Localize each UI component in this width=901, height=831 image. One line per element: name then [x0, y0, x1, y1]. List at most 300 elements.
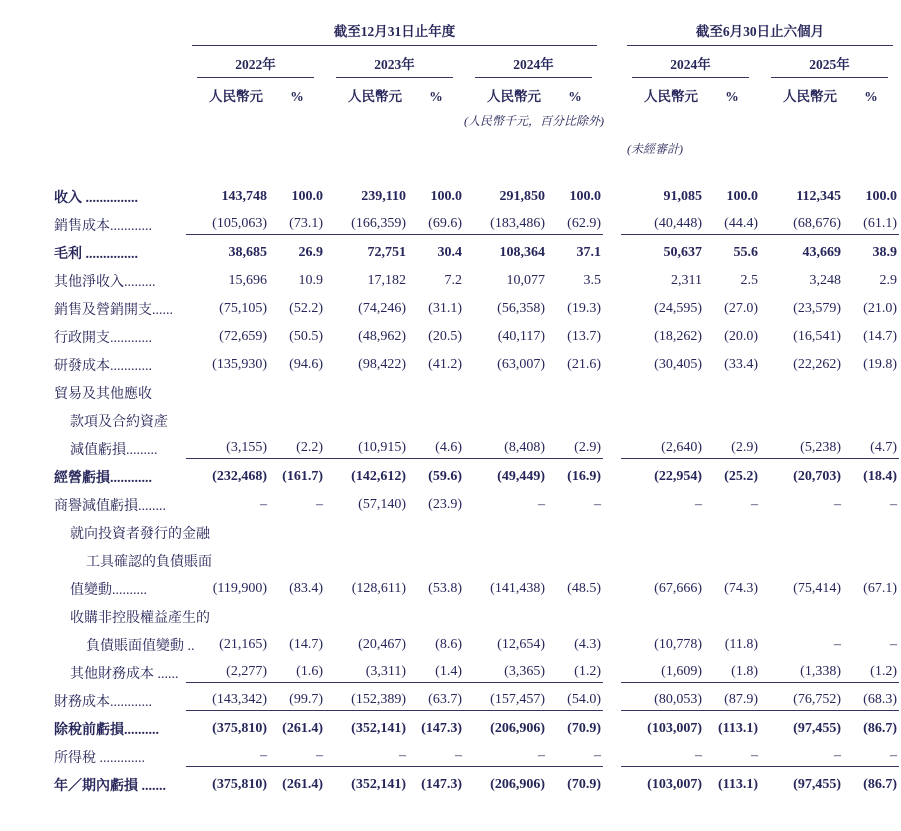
- value-cell: (3,365): [464, 655, 547, 683]
- column-spacer: [603, 263, 621, 291]
- percent-cell: (50.5): [289, 329, 323, 344]
- column-spacer: [603, 108, 621, 129]
- value-cell: (103,007): [647, 777, 702, 792]
- column-spacer: [603, 515, 621, 543]
- percent-cell: (113.1): [717, 721, 758, 736]
- table-row: [54, 263, 899, 291]
- percent-cell: 2.9: [879, 273, 897, 288]
- value-cell: [325, 403, 408, 431]
- row-label: 毛利 ...............: [54, 247, 138, 262]
- row-label: 款項及合約資產: [70, 415, 168, 430]
- table-row: [54, 157, 899, 207]
- value-cell: [621, 375, 704, 403]
- column-spacer: [603, 375, 621, 403]
- percent-cell: 7.2: [444, 273, 462, 288]
- units-note: (人民幣千元，百分比除外): [464, 114, 604, 128]
- percent-cell: (68.3): [843, 683, 899, 711]
- percent-cell: (70.9): [567, 777, 601, 792]
- column-spacer: [603, 459, 621, 487]
- percent-cell: (54.0): [547, 683, 603, 711]
- value-cell: [464, 375, 547, 403]
- percent-cell: [843, 599, 899, 627]
- percent-cell: (67.1): [863, 581, 897, 596]
- percent-cell: [704, 515, 760, 543]
- value-cell: 108,364: [499, 245, 545, 260]
- percent-cell: [269, 375, 325, 403]
- value-cell: 91,085: [663, 189, 702, 204]
- value-cell: (105,063): [186, 207, 269, 235]
- column-spacer: [603, 599, 621, 627]
- value-cell: [621, 403, 704, 431]
- percent-cell: (99.7): [269, 683, 325, 711]
- label-column-header: [54, 12, 186, 46]
- value-cell: (143,342): [186, 683, 269, 711]
- value-cell: (232,468): [212, 469, 267, 484]
- year-header-2025-interim: 2025年: [760, 46, 899, 78]
- value-cell: –: [695, 497, 702, 512]
- value-cell: [621, 543, 704, 571]
- percent-cell: (33.4): [724, 357, 758, 372]
- percent-cell: 55.6: [733, 245, 758, 260]
- percent-cell: –: [408, 739, 464, 767]
- year-header-row: [54, 46, 899, 78]
- table-row: [54, 319, 899, 347]
- percent-cell: –: [843, 739, 899, 767]
- period-header-annual: [186, 12, 603, 46]
- percent-cell: (20.0): [724, 329, 758, 344]
- percent-cell: (70.9): [567, 721, 601, 736]
- table-row: [54, 431, 899, 459]
- table-row: [54, 487, 899, 515]
- percent-cell: [843, 515, 899, 543]
- percent-cell: 100.0: [291, 189, 323, 204]
- percent-cell: (23.9): [428, 497, 462, 512]
- percent-cell: (2.9): [704, 431, 760, 459]
- value-cell: (21,165): [219, 637, 267, 652]
- percent-cell: (2.9): [547, 431, 603, 459]
- value-cell: (63,007): [497, 357, 545, 372]
- value-cell: (40,117): [497, 329, 545, 344]
- value-cell: (18,262): [654, 329, 702, 344]
- value-cell: (375,810): [212, 721, 267, 736]
- value-cell: (119,900): [212, 581, 267, 596]
- value-cell: (49,449): [497, 469, 545, 484]
- percent-cell: –: [316, 497, 323, 512]
- value-cell: (352,141): [351, 777, 406, 792]
- percent-cell: (4.6): [408, 431, 464, 459]
- year-header-2024-interim: 2024年: [621, 46, 760, 78]
- percent-cell: (1.8): [704, 655, 760, 683]
- value-cell: [621, 599, 704, 627]
- percent-cell: (261.4): [282, 721, 323, 736]
- table-row: [54, 683, 899, 711]
- value-cell: [760, 515, 843, 543]
- value-cell: [621, 515, 704, 543]
- value-cell: (75,414): [793, 581, 841, 596]
- percent-cell: (25.2): [724, 469, 758, 484]
- percent-cell: [269, 403, 325, 431]
- value-cell: (20,703): [793, 469, 841, 484]
- row-label: 行政開支............: [54, 331, 152, 346]
- value-cell: [464, 515, 547, 543]
- table-row: [54, 739, 899, 767]
- column-spacer: [603, 767, 621, 795]
- table-row: [54, 599, 899, 627]
- value-cell: (74,246): [358, 301, 406, 316]
- column-spacer: [603, 12, 621, 46]
- percent-cell: (13.7): [567, 329, 601, 344]
- percent-cell: (16.9): [567, 469, 601, 484]
- percent-cell: 26.9: [298, 245, 323, 260]
- percent-cell: (113.1): [717, 777, 758, 792]
- value-cell: (12,654): [497, 637, 545, 652]
- percent-cell: [408, 515, 464, 543]
- value-cell: (97,455): [793, 777, 841, 792]
- row-label: 收入 ...............: [54, 191, 138, 206]
- percent-cell: (161.7): [282, 469, 323, 484]
- percent-cell: –: [890, 637, 897, 652]
- percent-cell: (53.8): [428, 581, 462, 596]
- column-spacer: [603, 431, 621, 459]
- percent-cell: (4.7): [843, 431, 899, 459]
- percent-cell: (19.8): [863, 357, 897, 372]
- table-body: [54, 157, 899, 795]
- unit-header: 人民幣元: [783, 89, 837, 104]
- table-row: [54, 207, 899, 235]
- percent-cell: (61.1): [843, 207, 899, 235]
- percent-cell: (261.4): [282, 777, 323, 792]
- value-cell: [464, 403, 547, 431]
- value-cell: –: [186, 739, 269, 767]
- percent-cell: (1.2): [547, 655, 603, 683]
- percent-cell: (14.7): [289, 637, 323, 652]
- percent-cell: (2.2): [269, 431, 325, 459]
- percent-cell: (147.3): [421, 777, 462, 792]
- value-cell: (141,438): [490, 581, 545, 596]
- table-row: [54, 627, 899, 655]
- row-label: 除稅前虧損..........: [54, 723, 159, 738]
- value-cell: [325, 543, 408, 571]
- value-cell: (375,810): [212, 777, 267, 792]
- percent-cell: [269, 543, 325, 571]
- table-row: [54, 291, 899, 319]
- value-cell: (98,422): [358, 357, 406, 372]
- value-cell: [325, 599, 408, 627]
- row-label: 負債賬面值變動 ..: [86, 639, 195, 654]
- value-cell: 10,077: [506, 273, 545, 288]
- percent-cell: (21.6): [567, 357, 601, 372]
- table-row: [54, 459, 899, 487]
- value-cell: (3,155): [186, 431, 269, 459]
- income-statement-table: [54, 12, 899, 795]
- value-cell: (22,954): [654, 469, 702, 484]
- percent-cell: –: [547, 739, 603, 767]
- row-label: 銷售成本............: [54, 219, 152, 234]
- percent-cell: (27.0): [724, 301, 758, 316]
- percent-cell: –: [751, 497, 758, 512]
- value-cell: (183,486): [464, 207, 547, 235]
- value-cell: (8,408): [464, 431, 547, 459]
- percent-cell: (1.6): [269, 655, 325, 683]
- year-header-2023: 2023年: [325, 46, 464, 78]
- percent-cell: (86.7): [863, 777, 897, 792]
- value-cell: [464, 543, 547, 571]
- percent-cell: (14.7): [863, 329, 897, 344]
- row-label: 其他淨收入.........: [54, 275, 156, 290]
- row-label: 研發成本............: [54, 359, 152, 374]
- percent-cell: (1.2): [843, 655, 899, 683]
- value-cell: 72,751: [367, 245, 406, 260]
- value-cell: (206,906): [490, 721, 545, 736]
- percent-cell: (74.3): [724, 581, 758, 596]
- value-cell: [760, 375, 843, 403]
- value-cell: (57,140): [358, 497, 406, 512]
- unit-header-row: [54, 78, 899, 108]
- percent-cell: (44.4): [704, 207, 760, 235]
- percent-cell: [547, 375, 603, 403]
- value-cell: (1,609): [621, 655, 704, 683]
- row-label: 工具確認的負債賬面: [86, 555, 212, 570]
- value-cell: (157,457): [464, 683, 547, 711]
- value-cell: –: [538, 497, 545, 512]
- value-cell: (67,666): [654, 581, 702, 596]
- percent-header: %: [864, 89, 878, 104]
- period-header-annual-label: 截至12月31日止年度: [192, 20, 597, 46]
- year-header-2022: 2022年: [186, 46, 325, 78]
- percent-cell: (31.1): [428, 301, 462, 316]
- column-spacer: [603, 129, 621, 157]
- percent-cell: [408, 403, 464, 431]
- row-label: 就向投資者發行的金融: [70, 527, 210, 542]
- percent-cell: (94.6): [289, 357, 323, 372]
- column-spacer: [603, 543, 621, 571]
- unaudited-note: (未經審計): [627, 142, 683, 156]
- value-cell: (76,752): [760, 683, 843, 711]
- percent-cell: 100.0: [726, 189, 758, 204]
- column-spacer: [603, 291, 621, 319]
- table-row: [54, 655, 899, 683]
- value-cell: [186, 403, 269, 431]
- column-spacer: [603, 46, 621, 78]
- percent-cell: (19.3): [567, 301, 601, 316]
- value-cell: (16,541): [793, 329, 841, 344]
- value-cell: (75,105): [219, 301, 267, 316]
- row-label: 經營虧損............: [54, 471, 152, 486]
- percent-cell: –: [704, 739, 760, 767]
- percent-cell: –: [269, 739, 325, 767]
- value-cell: (166,359): [325, 207, 408, 235]
- value-cell: 17,182: [367, 273, 406, 288]
- percent-cell: (52.2): [289, 301, 323, 316]
- value-cell: –: [621, 739, 704, 767]
- row-label: 商譽減值虧損........: [54, 499, 166, 514]
- percent-header: %: [568, 89, 582, 104]
- percent-cell: 30.4: [437, 245, 462, 260]
- value-cell: –: [464, 739, 547, 767]
- percent-cell: (18.4): [863, 469, 897, 484]
- column-spacer: [603, 235, 621, 263]
- table-row: [54, 571, 899, 599]
- unit-header: 人民幣元: [209, 89, 263, 104]
- value-cell: [760, 403, 843, 431]
- column-spacer: [603, 319, 621, 347]
- value-cell: 112,345: [796, 189, 841, 204]
- period-header-interim-label: 截至6月30日止六個月: [627, 20, 893, 46]
- value-cell: (72,659): [219, 329, 267, 344]
- column-spacer: [603, 207, 621, 235]
- value-cell: 15,696: [228, 273, 267, 288]
- percent-cell: 37.1: [576, 245, 601, 260]
- value-cell: (10,778): [654, 637, 702, 652]
- value-cell: (22,262): [793, 357, 841, 372]
- percent-cell: 10.9: [298, 273, 323, 288]
- value-cell: –: [834, 497, 841, 512]
- percent-cell: [704, 599, 760, 627]
- percent-cell: (147.3): [421, 721, 462, 736]
- value-cell: 291,850: [499, 189, 545, 204]
- percent-cell: 38.9: [872, 245, 897, 260]
- column-spacer: [603, 711, 621, 739]
- year-header-2024: 2024年: [464, 46, 603, 78]
- value-cell: (48,962): [358, 329, 406, 344]
- value-cell: –: [260, 497, 267, 512]
- value-cell: (97,455): [793, 721, 841, 736]
- value-cell: [325, 515, 408, 543]
- row-label: 年／期內虧損 .......: [54, 779, 166, 794]
- value-cell: (152,389): [325, 683, 408, 711]
- value-cell: (206,906): [490, 777, 545, 792]
- percent-cell: [704, 543, 760, 571]
- value-cell: (56,358): [497, 301, 545, 316]
- column-spacer: [603, 487, 621, 515]
- value-cell: (10,915): [325, 431, 408, 459]
- value-cell: –: [325, 739, 408, 767]
- percent-cell: [408, 375, 464, 403]
- column-spacer: [603, 78, 621, 108]
- unit-header: 人民幣元: [644, 89, 698, 104]
- percent-cell: [547, 543, 603, 571]
- percent-cell: (1.4): [408, 655, 464, 683]
- column-spacer: [603, 403, 621, 431]
- row-label: 減值虧損.........: [70, 443, 158, 458]
- value-cell: 43,669: [802, 245, 841, 260]
- unit-header: 人民幣元: [348, 89, 402, 104]
- table-row: [54, 543, 899, 571]
- row-label: 值變動..........: [70, 583, 147, 598]
- percent-cell: (8.6): [435, 637, 462, 652]
- percent-cell: (87.9): [704, 683, 760, 711]
- column-spacer: [603, 571, 621, 599]
- percent-header: %: [725, 89, 739, 104]
- percent-cell: (83.4): [289, 581, 323, 596]
- percent-cell: [547, 403, 603, 431]
- column-spacer: [603, 347, 621, 375]
- table-row: [54, 767, 899, 795]
- percent-cell: [547, 515, 603, 543]
- row-label: 財務成本............: [54, 695, 152, 710]
- percent-cell: (20.5): [428, 329, 462, 344]
- value-cell: (24,595): [654, 301, 702, 316]
- percent-cell: (86.7): [863, 721, 897, 736]
- percent-cell: 100.0: [569, 189, 601, 204]
- percent-cell: –: [594, 497, 601, 512]
- percent-cell: (62.9): [547, 207, 603, 235]
- unaudited-note-row: [54, 129, 899, 157]
- value-cell: –: [834, 637, 841, 652]
- value-cell: [186, 375, 269, 403]
- table-row: [54, 403, 899, 431]
- percent-cell: (69.6): [408, 207, 464, 235]
- value-cell: 50,637: [663, 245, 702, 260]
- value-cell: (68,676): [760, 207, 843, 235]
- column-spacer: [603, 157, 621, 207]
- value-cell: (23,579): [793, 301, 841, 316]
- percent-cell: 2.5: [740, 273, 758, 288]
- column-spacer: [603, 683, 621, 711]
- percent-cell: [269, 515, 325, 543]
- column-spacer: [603, 739, 621, 767]
- percent-cell: [704, 375, 760, 403]
- percent-cell: (11.8): [724, 637, 758, 652]
- row-label: 銷售及營銷開支......: [54, 303, 173, 318]
- value-cell: (2,277): [186, 655, 269, 683]
- percent-header: %: [429, 89, 443, 104]
- value-cell: [464, 599, 547, 627]
- column-spacer: [603, 627, 621, 655]
- percent-cell: [408, 543, 464, 571]
- percent-cell: –: [890, 497, 897, 512]
- percent-cell: [408, 599, 464, 627]
- period-header-row: [54, 12, 899, 46]
- table-row: [54, 347, 899, 375]
- table-row: [54, 515, 899, 543]
- column-spacer: [603, 655, 621, 683]
- value-cell: (135,930): [212, 357, 267, 372]
- row-label: 其他財務成本 ......: [70, 667, 179, 682]
- value-cell: (30,405): [654, 357, 702, 372]
- value-cell: (2,640): [621, 431, 704, 459]
- value-cell: (40,448): [621, 207, 704, 235]
- percent-cell: (4.3): [574, 637, 601, 652]
- row-label: 貿易及其他應收: [54, 387, 152, 402]
- value-cell: [760, 599, 843, 627]
- value-cell: 143,748: [221, 189, 267, 204]
- row-label: 收購非控股權益產生的: [70, 611, 210, 626]
- table-row: [54, 375, 899, 403]
- value-cell: (3,311): [325, 655, 408, 683]
- value-cell: [760, 543, 843, 571]
- table-row: [54, 711, 899, 739]
- value-cell: (1,338): [760, 655, 843, 683]
- percent-cell: (48.5): [567, 581, 601, 596]
- percent-cell: (63.7): [408, 683, 464, 711]
- value-cell: (80,053): [621, 683, 704, 711]
- value-cell: 3,248: [809, 273, 841, 288]
- percent-cell: [843, 403, 899, 431]
- percent-cell: [704, 403, 760, 431]
- percent-cell: [269, 599, 325, 627]
- percent-cell: (73.1): [269, 207, 325, 235]
- percent-cell: [547, 599, 603, 627]
- value-cell: (128,611): [351, 581, 406, 596]
- period-header-interim: [621, 12, 899, 46]
- row-label: 所得稅 .............: [54, 751, 145, 766]
- unit-header: 人民幣元: [487, 89, 541, 104]
- percent-cell: (41.2): [428, 357, 462, 372]
- value-cell: (103,007): [647, 721, 702, 736]
- value-cell: (142,612): [351, 469, 406, 484]
- value-cell: 2,311: [671, 273, 702, 288]
